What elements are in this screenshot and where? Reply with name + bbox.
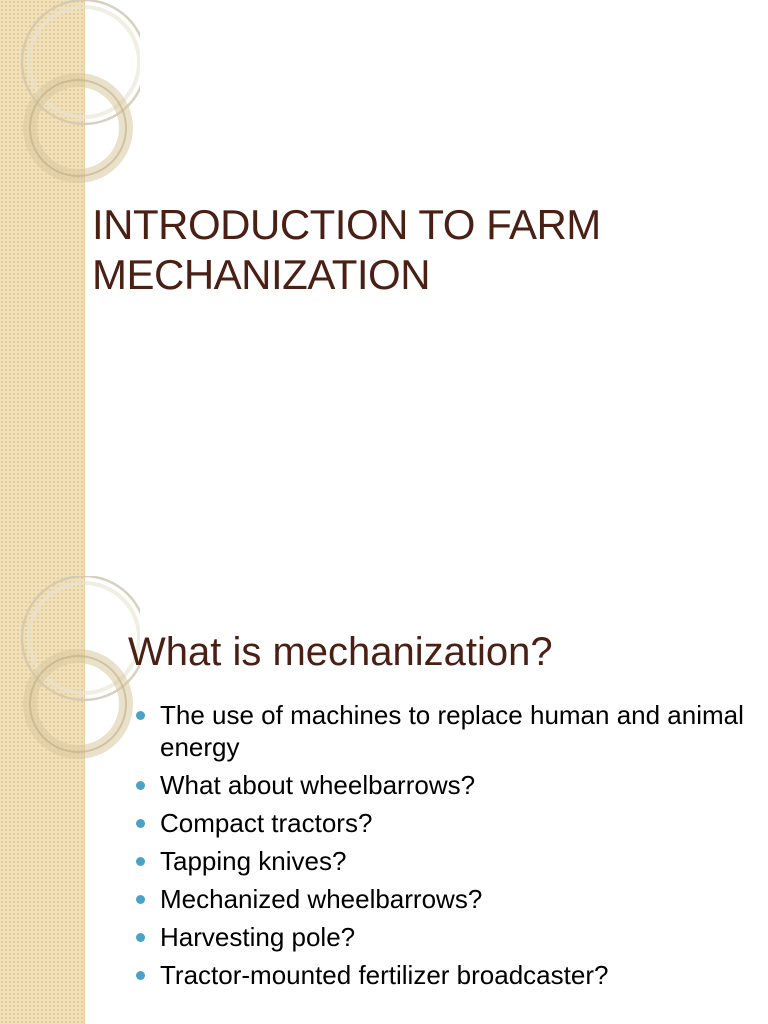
bullet-dot-icon bbox=[136, 711, 145, 720]
list-item bbox=[132, 769, 752, 801]
bullet-text: The use of machines to replace human and animal energy bbox=[160, 700, 744, 762]
slide-title: INTRODUCTION TO FARM MECHANIZATION bbox=[92, 201, 601, 298]
side-panel bbox=[0, 0, 85, 576]
side-panel bbox=[0, 576, 85, 1024]
slide-title: What is mechanization? bbox=[128, 630, 553, 674]
list-item bbox=[132, 883, 752, 915]
bullet-list bbox=[132, 699, 752, 997]
list-item bbox=[132, 845, 752, 877]
bullet-text: Compact tractors? bbox=[160, 808, 373, 838]
bullet-dot-icon bbox=[136, 895, 145, 904]
list-item bbox=[132, 699, 752, 763]
bullet-dot-icon bbox=[136, 857, 145, 866]
list-item bbox=[132, 959, 752, 991]
bullet-dot-icon bbox=[136, 781, 145, 790]
list-item bbox=[132, 807, 752, 839]
bullet-dot-icon bbox=[136, 819, 145, 828]
slide-2 bbox=[0, 576, 768, 1024]
bullet-dot-icon bbox=[136, 933, 145, 942]
bullet-text: Tractor-mounted fertilizer broadcaster? bbox=[160, 960, 609, 990]
bullet-text: Mechanized wheelbarrows? bbox=[160, 884, 483, 914]
bullet-text: Harvesting pole? bbox=[160, 922, 356, 952]
bullet-text: What about wheelbarrows? bbox=[160, 770, 476, 800]
bullet-text: Tapping knives? bbox=[160, 846, 347, 876]
bullet-dot-icon bbox=[136, 971, 145, 980]
list-item bbox=[132, 921, 752, 953]
